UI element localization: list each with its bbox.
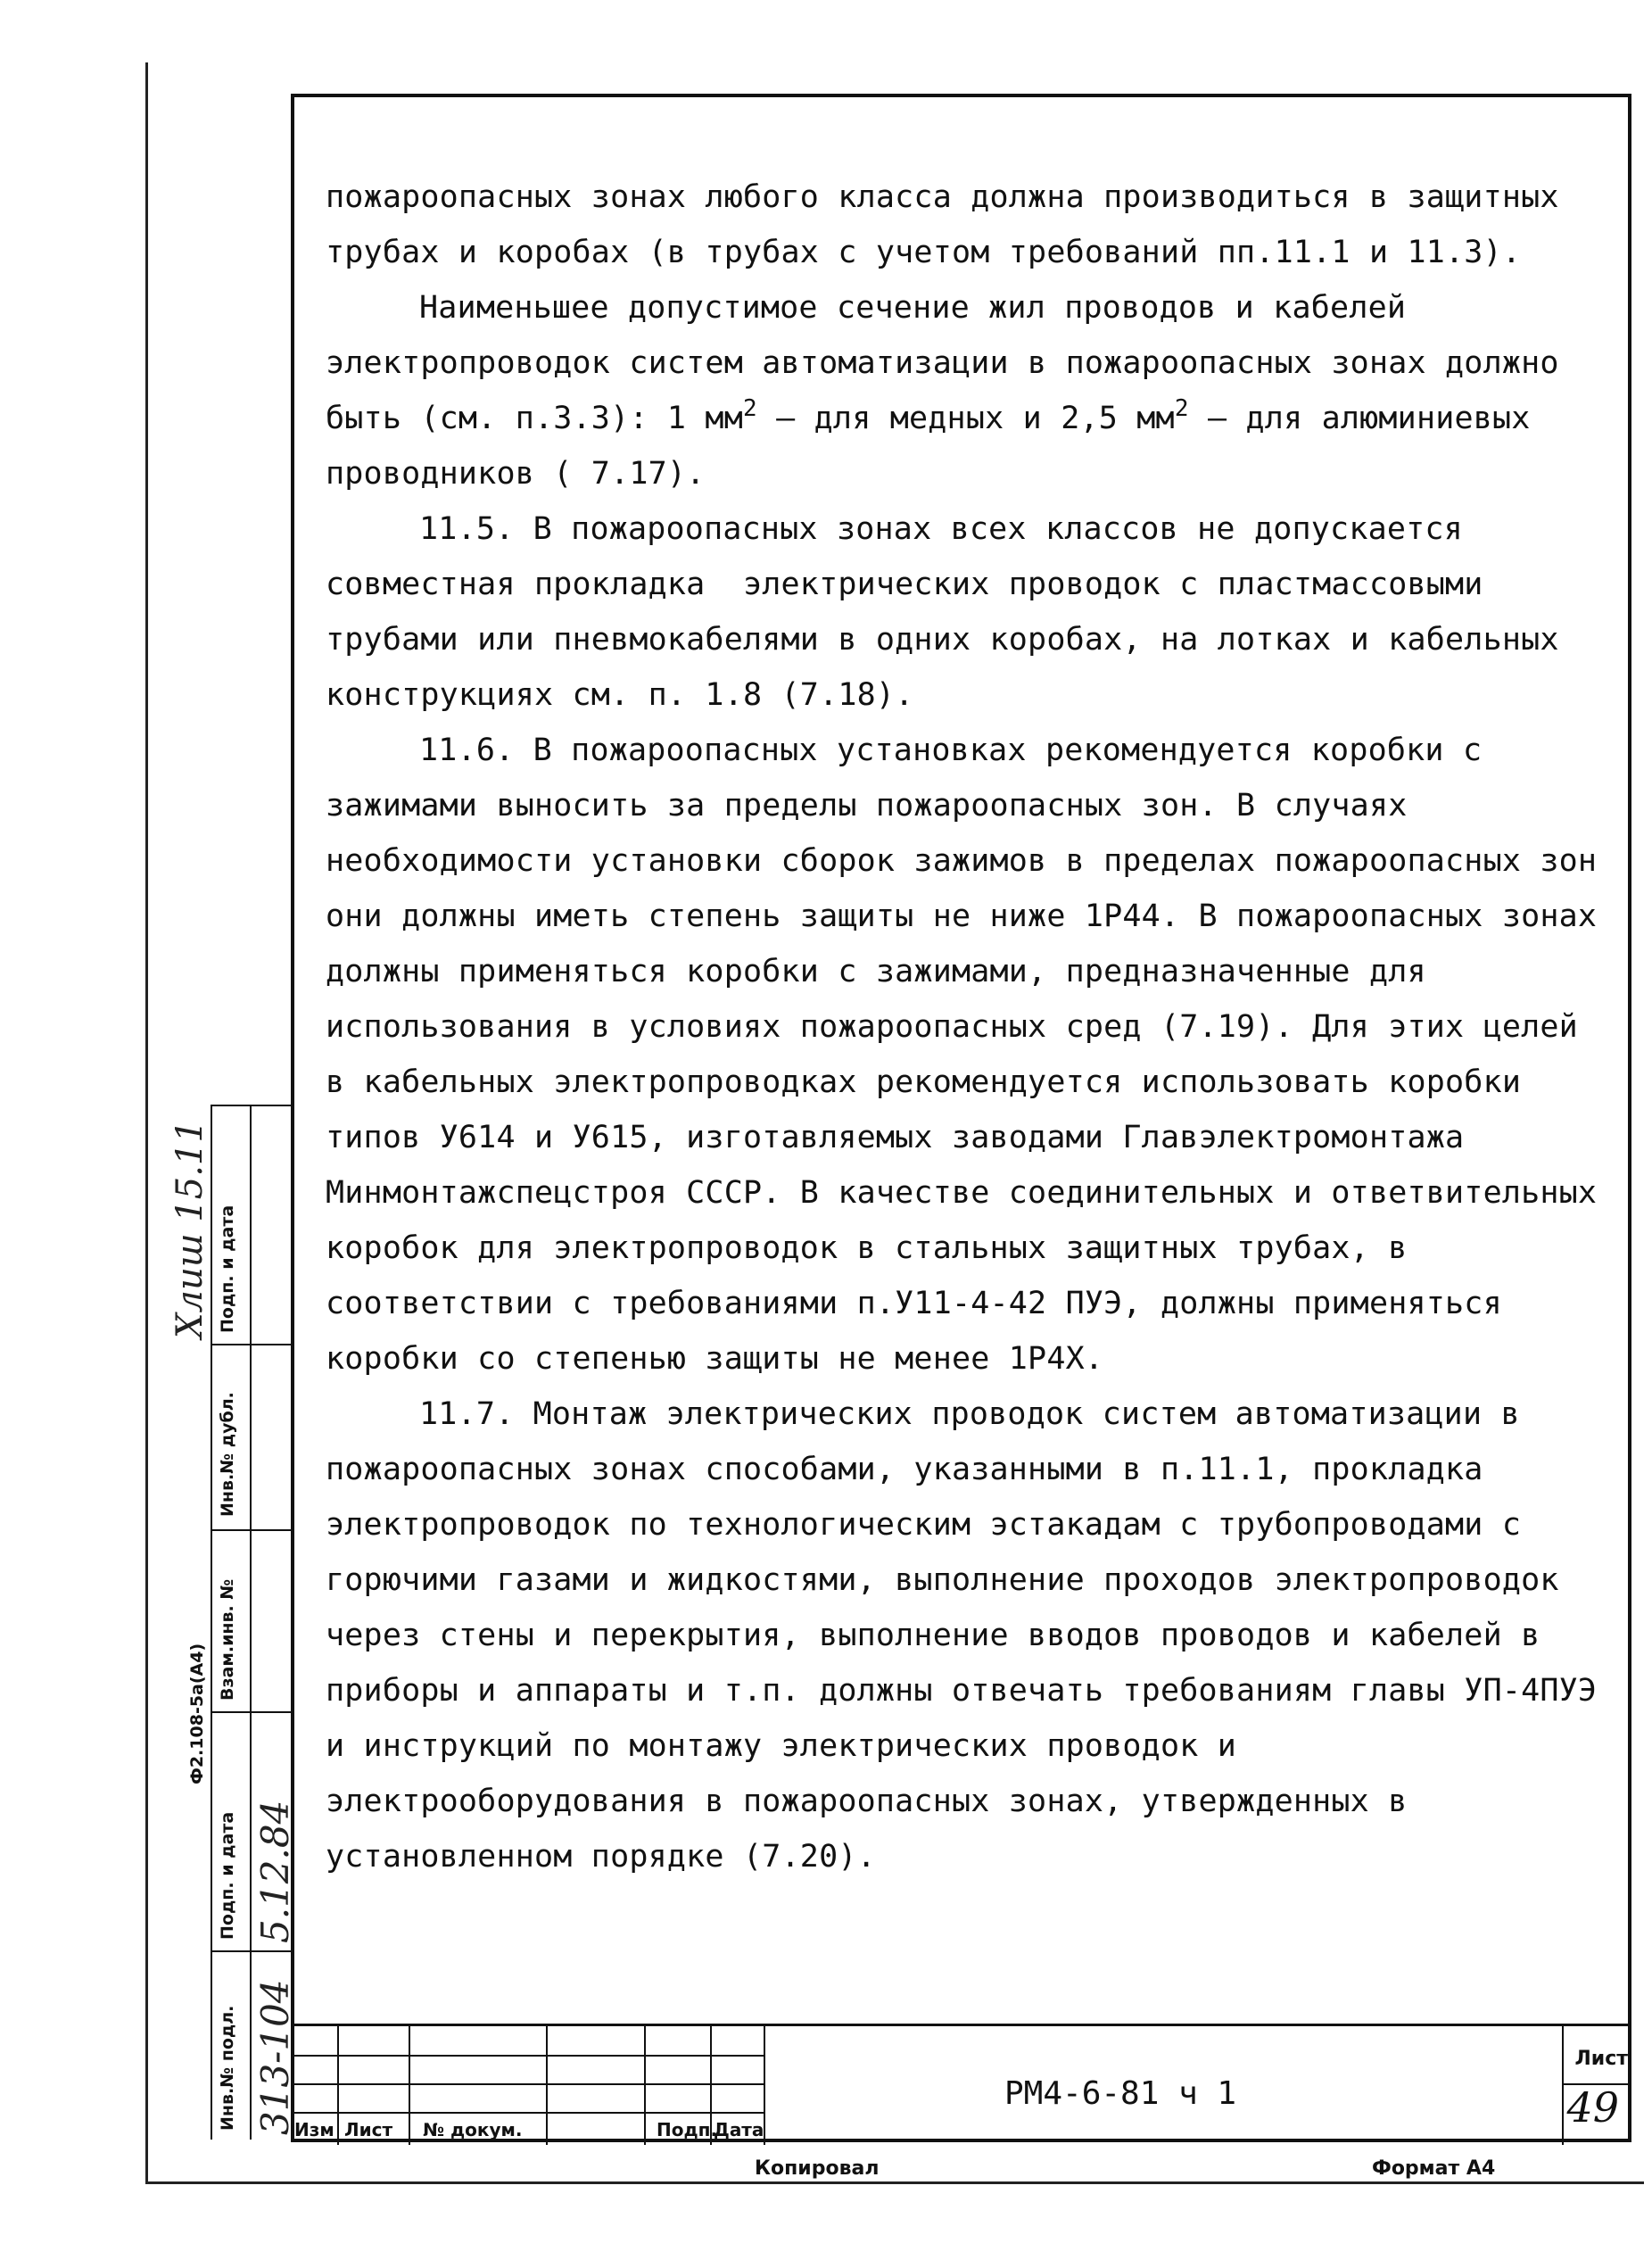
col-data-label: Дата bbox=[714, 2119, 764, 2140]
bottom-trim-line bbox=[145, 2181, 1644, 2184]
paragraph-min-section bbox=[326, 280, 1610, 501]
title-block-rule bbox=[291, 2083, 764, 2085]
paragraph-11-6: 11.6. В пожароопасных установках рекомендуется коробки с зажимами выносить за пределы пожароопасных зон. В случаях необходимости установки сборок зажимов в пределах пожароопасных зон они должны иметь степень защиты не ниже 1Р44. В пожароопасных зонах должны применяться коробки с зажимами, предназначенные для использования в условиях пожароопасных сред (7.19). Для этих целей в кабельных электропроводках рекомендуется использовать коробки типов У614 и У615, изготавляемых заводами Главэлектромонтажа Минмонтажспецстроя СССР. В качестве соединительных и ответвительных коробок для электропроводок в стальных защитных трубах, в соответствии с требованиями п.У11-4-42 ПУЭ, должны применяться коробки со степенью защиты не менее 1Р4Х. bbox=[326, 733, 1616, 1377]
col-podp-label: Подп. bbox=[657, 2119, 718, 2140]
text-run: Наименьшее допустимое сечение жил проводов и кабелей электропроводок систем автоматизации в пожароопасных зонах должно быть (см. п.3.3): 1 мм bbox=[326, 290, 1578, 436]
binding-margin-line bbox=[145, 62, 148, 2181]
handwritten-inv-number: 313-104 bbox=[253, 1979, 297, 2135]
sheet-number: 49 bbox=[1566, 2083, 1619, 2132]
form-code: Ф2.108-5а(А4) bbox=[187, 1643, 207, 1784]
col-doc-label: № докум. bbox=[423, 2119, 523, 2140]
side-stamp bbox=[211, 1105, 297, 2140]
document-designation: РМ4-6-81 ч 1 bbox=[1004, 2075, 1237, 2112]
title-block-rule bbox=[291, 2112, 764, 2114]
stamp-podp-data-label: Подп. и дата bbox=[218, 1205, 237, 1333]
stamp-vzam-inv-label: Взам.инв. № bbox=[218, 1578, 237, 1701]
paragraph-11-5: 11.5. В пожароопасных зонах всех классов не допускается совместная прокладка электрических проводок с пластмассовыми трубами или пневмокабелями в одних коробах, на лотках и кабельных конструкциях см. п. 1.8 (7.18). bbox=[326, 511, 1578, 713]
title-block-rule bbox=[546, 2026, 548, 2145]
stamp-rule bbox=[211, 1950, 291, 1952]
stamp-rule bbox=[211, 1529, 291, 1531]
stamp-rule bbox=[211, 1344, 291, 1345]
col-izm-label: Изм bbox=[294, 2119, 335, 2140]
stamp-inv-podl-label: Инв.№ подл. bbox=[218, 2005, 237, 2131]
paragraph-continuation: пожароопасных зонах любого класса должна производиться в защитных трубах и коробах (в трубах с учетом требований пп.11.1 и 11.3). bbox=[326, 179, 1578, 270]
stamp-rule bbox=[211, 1105, 291, 1106]
handwritten-date: 5.12.84 bbox=[253, 1800, 297, 1943]
paragraph-11-7: 11.7. Монтаж электрических проводок систем автоматизации в пожароопасных зонах способами, указанными в п.11.1, прокладка электропроводок по технологическим эстакадам с трубопроводами с горючими газами и жидкостями, выполнение проходов электропроводок через стены и перекрытия, выполнение вводов проводов и кабелей в приборы и аппараты и т.п. должны отвечать требованиям главы УП-4ПУЭ и инструкций по монтажу электрических проводок и электрооборудования в пожароопасных зонах, утвержденных в установленном порядке (7.20). bbox=[326, 1396, 1616, 1875]
stamp-rule bbox=[211, 1711, 291, 1713]
stamp-podp-data-label: Подп. и дата bbox=[218, 1811, 237, 1940]
title-block-rule bbox=[409, 2026, 410, 2145]
copied-label: Копировал bbox=[755, 2157, 880, 2180]
title-block-rule bbox=[1562, 2026, 1564, 2145]
superscript: 2 bbox=[1174, 395, 1189, 422]
document-body bbox=[326, 170, 1616, 1884]
text-run: – для медных и 2,5 мм bbox=[756, 401, 1175, 436]
title-block-rule bbox=[644, 2026, 646, 2145]
col-list-label: Лист bbox=[344, 2119, 393, 2140]
text-run: – для алюминиевых проводников ( 7.17). bbox=[326, 401, 1549, 492]
format-label: Формат А4 bbox=[1372, 2157, 1496, 2180]
title-block bbox=[291, 2024, 1631, 2142]
title-block-rule bbox=[291, 2055, 764, 2057]
title-block-rule bbox=[337, 2026, 339, 2145]
stamp-rule bbox=[250, 1105, 252, 2140]
handwritten-signature: Хлиш 15.11 bbox=[169, 1120, 211, 1338]
stamp-inv-dubl-label: Инв.№ дубл. bbox=[218, 1392, 237, 1517]
stamp-rule bbox=[211, 1105, 212, 2140]
superscript: 2 bbox=[742, 395, 757, 422]
sheet-label: Лист bbox=[1574, 2048, 1628, 2070]
